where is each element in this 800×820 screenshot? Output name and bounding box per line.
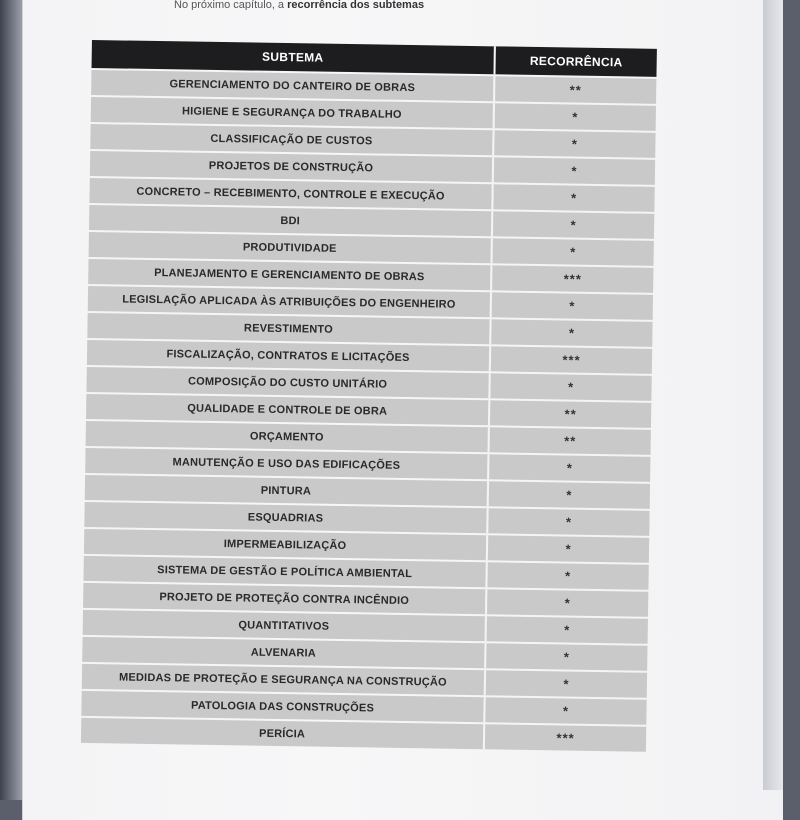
recurrence-cell: * — [485, 562, 648, 590]
recurrence-cell: * — [491, 211, 654, 239]
subject-cell: PLANEJAMENTO E GERENCIAMENTO DE OBRAS — [88, 259, 490, 290]
subject-cell: PROJETO DE PROTEÇÃO CONTRA INCÊNDIO — [83, 583, 485, 614]
subtopics-table — [81, 38, 657, 754]
recurrence-cell: ** — [488, 427, 651, 455]
recurrence-cell: * — [488, 373, 651, 401]
subject-cell: MEDIDAS DE PROTEÇÃO E SEGURANÇA NA CONSTRUÇÃO — [82, 664, 484, 695]
subject-cell: REVESTIMENTO — [87, 313, 489, 344]
intro-text-bold: recorrência dos subtemas — [287, 0, 425, 10]
recurrence-cell: * — [484, 643, 647, 671]
page-edge — [763, 0, 783, 790]
recurrence-cell: * — [490, 292, 653, 320]
table-body — [81, 70, 657, 752]
header-recurrence: RECORRÊNCIA — [494, 46, 657, 77]
intro-text-plain: No próximo capítulo, a — [174, 0, 288, 10]
recurrence-cell: *** — [490, 265, 653, 293]
subject-cell: ALVENARIA — [82, 637, 484, 668]
subject-cell: IMPERMEABILIZAÇÃO — [84, 529, 486, 560]
subject-cell: PROJETOS DE CONSTRUÇÃO — [90, 151, 492, 182]
subject-cell: PERÍCIA — [81, 718, 483, 749]
subject-cell: GERENCIAMENTO DO CANTEIRO DE OBRAS — [91, 70, 493, 101]
recurrence-cell: * — [489, 319, 652, 347]
subject-cell: HIGIENE E SEGURANÇA DO TRABALHO — [91, 97, 493, 128]
subject-cell: ESQUADRIAS — [84, 502, 486, 533]
subject-cell: PATOLOGIA DAS CONSTRUÇÕES — [81, 691, 483, 722]
recurrence-cell: * — [485, 589, 648, 617]
subject-cell: COMPOSIÇÃO DO CUSTO UNITÁRIO — [86, 367, 488, 398]
subject-cell: PRODUTIVIDADE — [89, 232, 491, 263]
recurrence-cell: * — [486, 535, 649, 563]
recurrence-cell: ** — [493, 76, 656, 104]
recurrence-cell: ** — [488, 400, 651, 428]
subject-cell: QUANTITATIVOS — [83, 610, 485, 641]
recurrence-cell: * — [484, 670, 647, 698]
subject-cell: CONCRETO – RECEBIMENTO, CONTROLE E EXECUÇÃO — [89, 178, 491, 209]
subject-cell: QUALIDADE E CONTROLE DE OBRA — [86, 394, 488, 425]
subject-cell: PINTURA — [85, 475, 487, 506]
subject-cell: FISCALIZAÇÃO, CONTRATOS E LICITAÇÕES — [87, 340, 489, 371]
recurrence-cell: *** — [489, 346, 652, 374]
intro-text — [174, 0, 514, 10]
header-subject: SUBTEMA — [92, 40, 494, 74]
subject-cell: CLASSIFICAÇÃO DE CUSTOS — [90, 124, 492, 155]
recurrence-cell: * — [487, 454, 650, 482]
subject-cell: LEGISLAÇÃO APLICADA ÀS ATRIBUIÇÕES DO ENGENHEIRO — [88, 286, 490, 317]
recurrence-cell: * — [486, 508, 649, 536]
recurrence-cell: *** — [483, 724, 646, 752]
recurrence-cell: * — [487, 481, 650, 509]
recurrence-cell: * — [491, 238, 654, 266]
recurrence-cell: * — [492, 157, 655, 185]
recurrence-cell: * — [493, 103, 656, 131]
recurrence-cell: * — [492, 130, 655, 158]
recurrence-cell: * — [485, 616, 648, 644]
subject-cell: SISTEMA DE GESTÃO E POLÍTICA AMBIENTAL — [83, 556, 485, 587]
subject-cell: MANUTENÇÃO E USO DAS EDIFICAÇÕES — [85, 448, 487, 479]
recurrence-cell: * — [491, 184, 654, 212]
subject-cell: BDI — [89, 205, 491, 236]
recurrence-cell: * — [483, 697, 646, 725]
subject-cell: ORÇAMENTO — [86, 421, 488, 452]
